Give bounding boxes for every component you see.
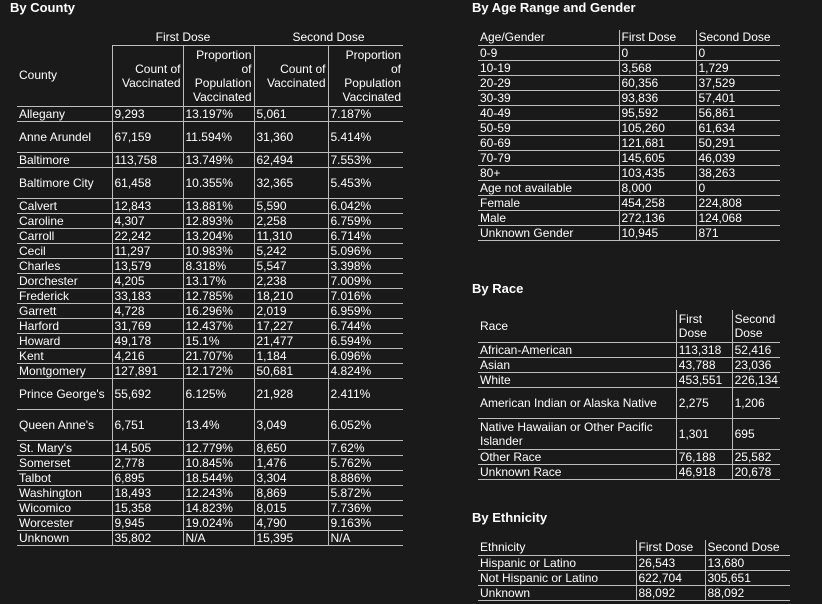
second-dose-proportion-cell: 9.163% — [328, 515, 403, 530]
first-dose-count-cell: 15,358 — [112, 500, 183, 515]
second-dose-proportion-cell: 6.594% — [328, 333, 403, 348]
second-dose-proportion-cell: 7.009% — [328, 273, 403, 288]
second-dose-proportion-cell: 7.187% — [328, 106, 403, 121]
second-dose-proportion-cell: 5.096% — [328, 243, 403, 258]
county-name-cell: Frederick — [17, 288, 112, 303]
second-dose-proportion-cell: 6.744% — [328, 318, 403, 333]
race-label-cell: Native Hawaiian or Other Pacific Islander — [478, 418, 676, 449]
ethnicity-second-dose-cell: 305,651 — [705, 570, 790, 585]
first-dose-count-cell: 127,891 — [112, 363, 183, 378]
county-table-row — [17, 440, 403, 455]
first-dose-count-cell: 55,692 — [112, 378, 183, 409]
age-col-second-dose: Second Dose — [696, 30, 780, 45]
race-first-dose-cell: 46,918 — [676, 464, 732, 479]
ethnicity-second-dose-cell: 88,092 — [705, 585, 790, 600]
header-line: Population — [344, 75, 401, 90]
county-table — [17, 30, 403, 546]
first-dose-count-cell: 13,579 — [112, 258, 183, 273]
second-dose-proportion-cell: 6.959% — [328, 303, 403, 318]
first-dose-count-cell: 61,458 — [112, 167, 183, 198]
first-dose-proportion-cell: 13.197% — [183, 106, 254, 121]
second-dose-proportion-cell: 5.414% — [328, 121, 403, 152]
second-dose-proportion-cell: 3.398% — [328, 258, 403, 273]
second-dose-proportion-cell: 7.736% — [328, 500, 403, 515]
race-second-dose-cell: 226,134 — [732, 372, 780, 387]
county-table-row — [17, 363, 403, 378]
race-table-row — [478, 357, 780, 372]
first-dose-proportion-cell: 12.243% — [183, 485, 254, 500]
age-table-row — [478, 150, 780, 165]
second-dose-count-cell: 32,365 — [254, 167, 328, 198]
second-dose-count-cell: 8,650 — [254, 440, 328, 455]
age-first-dose-cell: 8,000 — [619, 180, 696, 195]
second-dose-proportion-cell: 7.016% — [328, 288, 403, 303]
county-table-row — [17, 152, 403, 167]
first-dose-proportion-cell: 13.881% — [183, 198, 254, 213]
race-label-cell: Unknown Race — [478, 464, 676, 479]
header-line: Dose — [734, 325, 763, 340]
header-line: Second — [734, 311, 776, 326]
age-label-cell: Unknown Gender — [478, 225, 619, 240]
race-second-dose-cell: 1,206 — [732, 387, 780, 418]
race-section-title: By Race — [472, 281, 524, 296]
first-dose-count-cell: 22,242 — [112, 228, 183, 243]
ethnicity-first-dose-cell: 26,543 — [636, 555, 705, 570]
county-table-row — [17, 167, 403, 198]
race-col-second-dose — [732, 310, 780, 342]
county-group-first-dose: First Dose — [112, 30, 254, 45]
ethnicity-table — [478, 540, 790, 601]
county-table-row — [17, 348, 403, 363]
age-label-cell: 0-9 — [478, 45, 619, 60]
header-line: Proportion — [196, 47, 252, 62]
ethnicity-col-second-dose: Second Dose — [705, 540, 790, 555]
first-dose-proportion-cell: 10.983% — [183, 243, 254, 258]
first-dose-proportion-cell: 12.893% — [183, 213, 254, 228]
county-col-second-count — [254, 45, 328, 106]
county-name-cell: Anne Arundel — [17, 121, 112, 152]
race-first-dose-cell: 1,301 — [676, 418, 732, 449]
second-dose-count-cell: 50,681 — [254, 363, 328, 378]
county-table-row — [17, 318, 403, 333]
county-col-first-prop — [183, 45, 254, 106]
county-table-row — [17, 198, 403, 213]
age-label-cell: 70-79 — [478, 150, 619, 165]
county-name-cell: Garrett — [17, 303, 112, 318]
second-dose-count-cell: 3,304 — [254, 470, 328, 485]
second-dose-proportion-cell: 6.096% — [328, 348, 403, 363]
second-dose-count-cell: 5,547 — [254, 258, 328, 273]
age-second-dose-cell: 0 — [696, 45, 780, 60]
age-col-age-gender: Age/Gender — [478, 30, 619, 45]
county-name-cell: Carroll — [17, 228, 112, 243]
age-label-cell: 80+ — [478, 165, 619, 180]
second-dose-count-cell: 21,477 — [254, 333, 328, 348]
second-dose-count-cell: 2,019 — [254, 303, 328, 318]
county-name-cell: Worcester — [17, 515, 112, 530]
header-line: Vaccinated — [122, 75, 181, 90]
county-name-cell: Baltimore City — [17, 167, 112, 198]
second-dose-count-cell: 11,310 — [254, 228, 328, 243]
age-first-dose-cell: 10,945 — [619, 225, 696, 240]
race-col-race: Race — [478, 310, 676, 342]
age-table-row — [478, 195, 780, 210]
age-second-dose-cell: 38,263 — [696, 165, 780, 180]
second-dose-proportion-cell: 7.553% — [328, 152, 403, 167]
county-name-cell: Allegany — [17, 106, 112, 121]
race-label-cell: Other Race — [478, 449, 676, 464]
county-table-row — [17, 530, 403, 545]
race-second-dose-cell: 695 — [732, 418, 780, 449]
first-dose-proportion-cell: 12.437% — [183, 318, 254, 333]
age-second-dose-cell: 61,634 — [696, 120, 780, 135]
age-label-cell: 20-29 — [478, 75, 619, 90]
county-table-row — [17, 409, 403, 440]
first-dose-count-cell: 4,216 — [112, 348, 183, 363]
county-name-cell: Washington — [17, 485, 112, 500]
county-table-row — [17, 273, 403, 288]
age-second-dose-cell: 1,729 — [696, 60, 780, 75]
first-dose-proportion-cell: 18.544% — [183, 470, 254, 485]
county-table-row — [17, 485, 403, 500]
county-table-row — [17, 106, 403, 121]
first-dose-proportion-cell: 12.172% — [183, 363, 254, 378]
first-dose-proportion-cell: 13.749% — [183, 152, 254, 167]
age-first-dose-cell: 103,435 — [619, 165, 696, 180]
first-dose-count-cell: 4,205 — [112, 273, 183, 288]
second-dose-count-cell: 18,210 — [254, 288, 328, 303]
race-first-dose-cell: 453,551 — [676, 372, 732, 387]
county-name-cell: Harford — [17, 318, 112, 333]
race-second-dose-cell: 25,582 — [732, 449, 780, 464]
second-dose-count-cell: 4,790 — [254, 515, 328, 530]
second-dose-count-cell: 8,869 — [254, 485, 328, 500]
second-dose-proportion-cell: 5.762% — [328, 455, 403, 470]
county-col-first-count — [112, 45, 183, 106]
age-label-cell: Female — [478, 195, 619, 210]
county-name-cell: Kent — [17, 348, 112, 363]
second-dose-proportion-cell: 4.824% — [328, 363, 403, 378]
second-dose-proportion-cell: 6.052% — [328, 409, 403, 440]
race-table-row — [478, 418, 780, 449]
age-col-first-dose: First Dose — [619, 30, 696, 45]
ethnicity-table-row — [478, 570, 790, 585]
county-table-row — [17, 213, 403, 228]
age-label-cell: Male — [478, 210, 619, 225]
ethnicity-col-first-dose: First Dose — [636, 540, 705, 555]
first-dose-proportion-cell: 16.296% — [183, 303, 254, 318]
age-first-dose-cell: 272,136 — [619, 210, 696, 225]
age-table-row — [478, 90, 780, 105]
second-dose-count-cell: 17,227 — [254, 318, 328, 333]
county-name-cell: Howard — [17, 333, 112, 348]
age-first-dose-cell: 145,605 — [619, 150, 696, 165]
county-col-county: County — [17, 45, 112, 106]
county-name-cell: Somerset — [17, 455, 112, 470]
county-table-row — [17, 455, 403, 470]
first-dose-proportion-cell: 11.594% — [183, 121, 254, 152]
county-name-cell: Charles — [17, 258, 112, 273]
age-second-dose-cell: 56,861 — [696, 105, 780, 120]
ethnicity-label-cell: Not Hispanic or Latino — [478, 570, 636, 585]
race-first-dose-cell: 43,788 — [676, 357, 732, 372]
age-second-dose-cell: 124,068 — [696, 210, 780, 225]
age-table-row — [478, 60, 780, 75]
first-dose-proportion-cell: 14.823% — [183, 500, 254, 515]
age-first-dose-cell: 121,681 — [619, 135, 696, 150]
age-first-dose-cell: 3,568 — [619, 60, 696, 75]
first-dose-proportion-cell: 8.318% — [183, 258, 254, 273]
first-dose-proportion-cell: 6.125% — [183, 378, 254, 409]
first-dose-count-cell: 4,307 — [112, 213, 183, 228]
ethnicity-label-cell: Unknown — [478, 585, 636, 600]
second-dose-count-cell: 5,242 — [254, 243, 328, 258]
second-dose-proportion-cell: 8.886% — [328, 470, 403, 485]
age-first-dose-cell: 60,356 — [619, 75, 696, 90]
header-line: of — [390, 61, 401, 76]
county-name-cell: St. Mary's — [17, 440, 112, 455]
race-label-cell: African-American — [478, 342, 676, 357]
second-dose-count-cell: 2,238 — [254, 273, 328, 288]
age-table-row — [478, 75, 780, 90]
race-second-dose-cell: 52,416 — [732, 342, 780, 357]
first-dose-proportion-cell: N/A — [183, 530, 254, 545]
race-table-row — [478, 449, 780, 464]
first-dose-count-cell: 6,895 — [112, 470, 183, 485]
header-line: Vaccinated — [193, 89, 252, 104]
second-dose-proportion-cell: 6.042% — [328, 198, 403, 213]
first-dose-proportion-cell: 15.1% — [183, 333, 254, 348]
race-first-dose-cell: 2,275 — [676, 387, 732, 418]
second-dose-count-cell: 1,476 — [254, 455, 328, 470]
first-dose-count-cell: 9,945 — [112, 515, 183, 530]
race-table-row — [478, 342, 780, 357]
second-dose-count-cell: 1,184 — [254, 348, 328, 363]
first-dose-count-cell: 9,293 — [112, 106, 183, 121]
second-dose-proportion-cell: 6.759% — [328, 213, 403, 228]
first-dose-proportion-cell: 13.204% — [183, 228, 254, 243]
race-label-cell: American Indian or Alaska Native — [478, 387, 676, 418]
county-name-cell: Unknown — [17, 530, 112, 545]
county-name-cell: Queen Anne's — [17, 409, 112, 440]
age-second-dose-cell: 0 — [696, 180, 780, 195]
county-table-row — [17, 258, 403, 273]
first-dose-count-cell: 14,505 — [112, 440, 183, 455]
first-dose-proportion-cell: 19.024% — [183, 515, 254, 530]
first-dose-count-cell: 33,183 — [112, 288, 183, 303]
first-dose-count-cell: 6,751 — [112, 409, 183, 440]
county-table-row — [17, 288, 403, 303]
first-dose-count-cell: 49,178 — [112, 333, 183, 348]
age-second-dose-cell: 46,039 — [696, 150, 780, 165]
second-dose-count-cell: 15,395 — [254, 530, 328, 545]
second-dose-count-cell: 3,049 — [254, 409, 328, 440]
header-line: Vaccinated — [267, 75, 326, 90]
race-table-row — [478, 464, 780, 479]
age-table-row — [478, 180, 780, 195]
ethnicity-section-title: By Ethnicity — [472, 510, 548, 525]
first-dose-count-cell: 31,769 — [112, 318, 183, 333]
county-table-row — [17, 333, 403, 348]
county-header-blank — [17, 30, 112, 45]
county-name-cell: Dorchester — [17, 273, 112, 288]
second-dose-count-cell: 5,590 — [254, 198, 328, 213]
age-first-dose-cell: 93,836 — [619, 90, 696, 105]
race-table — [478, 310, 780, 480]
second-dose-count-cell: 31,360 — [254, 121, 328, 152]
county-col-second-prop — [328, 45, 403, 106]
header-line: Count of — [280, 61, 326, 76]
age-table-row — [478, 135, 780, 150]
age-gender-table — [478, 30, 780, 241]
header-line: of — [241, 61, 252, 76]
header-line: Proportion — [345, 47, 401, 62]
age-first-dose-cell: 95,592 — [619, 105, 696, 120]
second-dose-proportion-cell: N/A — [328, 530, 403, 545]
age-label-cell: 50-59 — [478, 120, 619, 135]
header-line: Count of — [135, 61, 181, 76]
ethnicity-second-dose-cell: 13,680 — [705, 555, 790, 570]
second-dose-proportion-cell: 5.872% — [328, 485, 403, 500]
header-line: First — [678, 311, 703, 326]
age-first-dose-cell: 0 — [619, 45, 696, 60]
second-dose-proportion-cell: 7.62% — [328, 440, 403, 455]
header-line: Dose — [678, 325, 707, 340]
age-section-title: By Age Range and Gender — [472, 0, 636, 15]
header-line: Population — [194, 75, 252, 90]
first-dose-count-cell: 18,493 — [112, 485, 183, 500]
second-dose-count-cell: 5,061 — [254, 106, 328, 121]
county-table-row — [17, 470, 403, 485]
first-dose-count-cell: 4,728 — [112, 303, 183, 318]
race-label-cell: Asian — [478, 357, 676, 372]
second-dose-proportion-cell: 6.714% — [328, 228, 403, 243]
first-dose-count-cell: 113,758 — [112, 152, 183, 167]
race-first-dose-cell: 113,318 — [676, 342, 732, 357]
first-dose-proportion-cell: 10.845% — [183, 455, 254, 470]
age-table-row — [478, 45, 780, 60]
county-table-row — [17, 378, 403, 409]
first-dose-count-cell: 2,778 — [112, 455, 183, 470]
second-dose-count-cell: 8,015 — [254, 500, 328, 515]
age-label-cell: Age not available — [478, 180, 619, 195]
race-second-dose-cell: 20,678 — [732, 464, 780, 479]
county-name-cell: Montgomery — [17, 363, 112, 378]
age-second-dose-cell: 50,291 — [696, 135, 780, 150]
first-dose-proportion-cell: 21.707% — [183, 348, 254, 363]
race-col-first-dose — [676, 310, 732, 342]
age-label-cell: 30-39 — [478, 90, 619, 105]
county-name-cell: Prince George's — [17, 378, 112, 409]
first-dose-proportion-cell: 13.4% — [183, 409, 254, 440]
second-dose-proportion-cell: 2.411% — [328, 378, 403, 409]
race-label-cell: White — [478, 372, 676, 387]
ethnicity-first-dose-cell: 88,092 — [636, 585, 705, 600]
age-second-dose-cell: 37,529 — [696, 75, 780, 90]
age-first-dose-cell: 454,258 — [619, 195, 696, 210]
race-table-row — [478, 387, 780, 418]
second-dose-count-cell: 2,258 — [254, 213, 328, 228]
county-name-cell: Calvert — [17, 198, 112, 213]
age-label-cell: 60-69 — [478, 135, 619, 150]
second-dose-proportion-cell: 5.453% — [328, 167, 403, 198]
ethnicity-label-cell: Hispanic or Latino — [478, 555, 636, 570]
first-dose-count-cell: 12,843 — [112, 198, 183, 213]
ethnicity-col-ethnicity: Ethnicity — [478, 540, 636, 555]
first-dose-proportion-cell: 13.17% — [183, 273, 254, 288]
first-dose-count-cell: 67,159 — [112, 121, 183, 152]
age-table-row — [478, 210, 780, 225]
second-dose-count-cell: 62,494 — [254, 152, 328, 167]
race-second-dose-cell: 23,036 — [732, 357, 780, 372]
first-dose-proportion-cell: 12.779% — [183, 440, 254, 455]
first-dose-proportion-cell: 12.785% — [183, 288, 254, 303]
age-second-dose-cell: 57,401 — [696, 90, 780, 105]
county-table-row — [17, 515, 403, 530]
ethnicity-table-row — [478, 585, 790, 600]
county-name-cell: Wicomico — [17, 500, 112, 515]
county-name-cell: Caroline — [17, 213, 112, 228]
first-dose-count-cell: 11,297 — [112, 243, 183, 258]
age-second-dose-cell: 871 — [696, 225, 780, 240]
age-second-dose-cell: 224,808 — [696, 195, 780, 210]
county-table-row — [17, 121, 403, 152]
county-table-row — [17, 500, 403, 515]
second-dose-count-cell: 21,928 — [254, 378, 328, 409]
county-table-row — [17, 303, 403, 318]
age-table-row — [478, 120, 780, 135]
county-name-cell: Cecil — [17, 243, 112, 258]
county-table-row — [17, 228, 403, 243]
age-table-row — [478, 225, 780, 240]
first-dose-count-cell: 35,802 — [112, 530, 183, 545]
first-dose-proportion-cell: 10.355% — [183, 167, 254, 198]
age-label-cell: 10-19 — [478, 60, 619, 75]
ethnicity-table-row — [478, 555, 790, 570]
age-table-row — [478, 165, 780, 180]
age-label-cell: 40-49 — [478, 105, 619, 120]
county-name-cell: Baltimore — [17, 152, 112, 167]
county-name-cell: Talbot — [17, 470, 112, 485]
county-group-second-dose: Second Dose — [254, 30, 403, 45]
age-first-dose-cell: 105,260 — [619, 120, 696, 135]
county-section-title: By County — [10, 0, 75, 15]
ethnicity-first-dose-cell: 622,704 — [636, 570, 705, 585]
race-first-dose-cell: 76,188 — [676, 449, 732, 464]
race-table-row — [478, 372, 780, 387]
header-line: Vaccinated — [342, 89, 401, 104]
age-table-row — [478, 105, 780, 120]
county-table-row — [17, 243, 403, 258]
